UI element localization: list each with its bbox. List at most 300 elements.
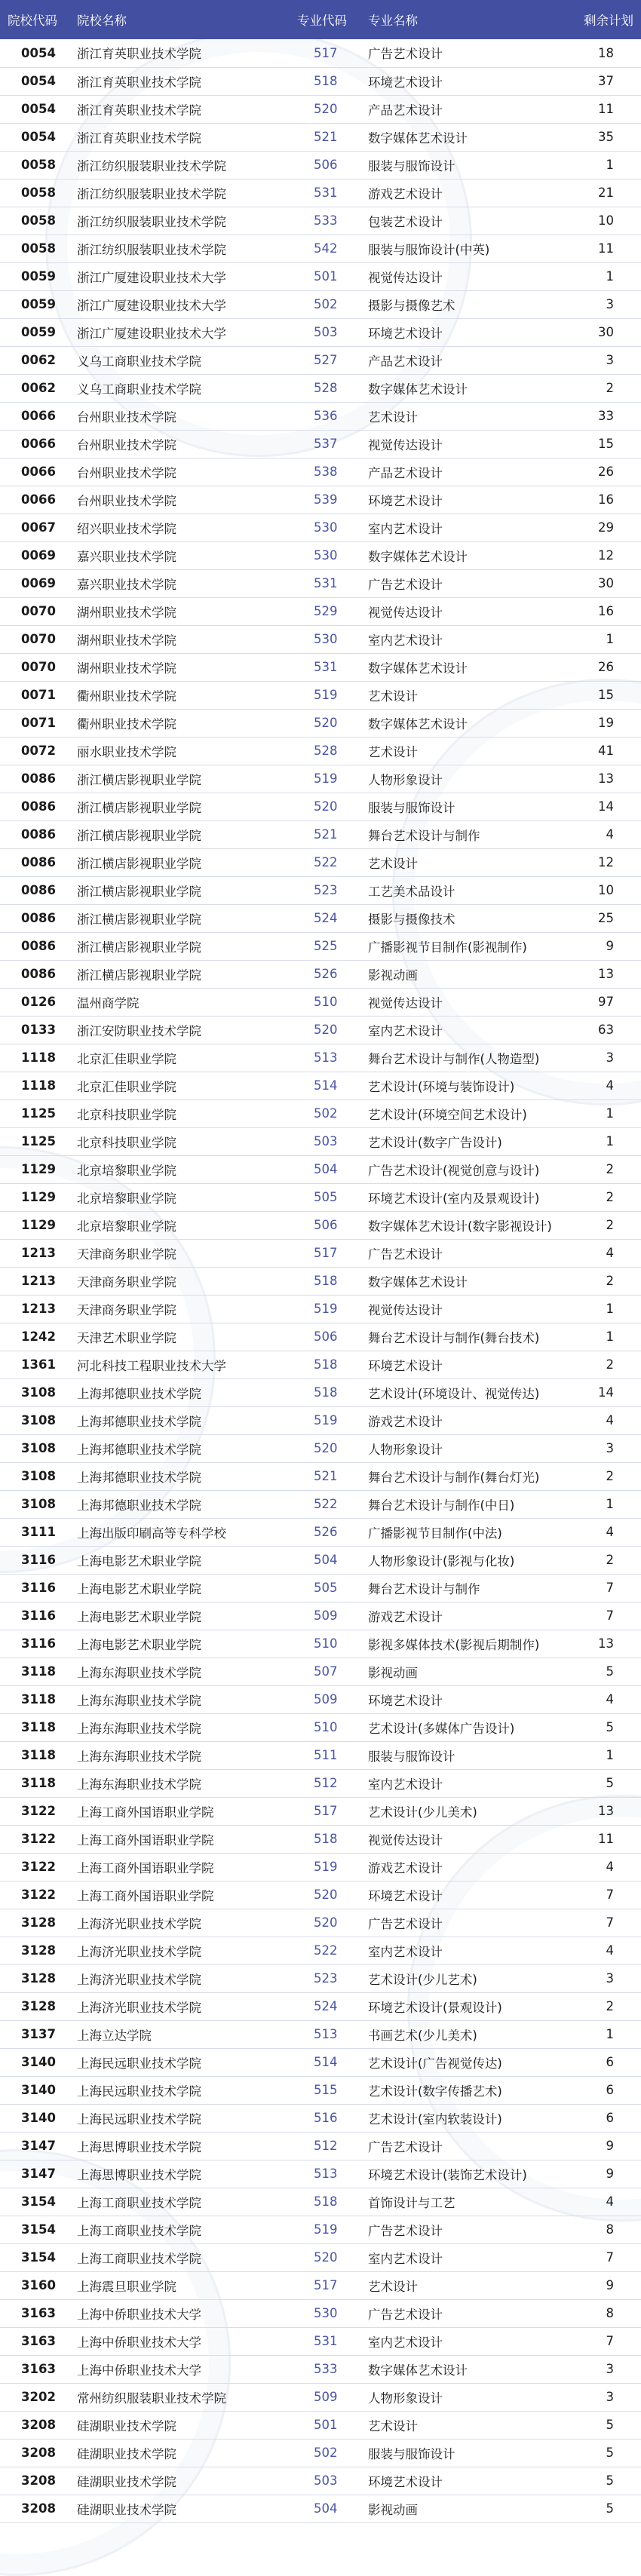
remaining-plan-cell: 4 (572, 1518, 641, 1546)
major-code-cell: 526 (287, 960, 360, 988)
table-row (0, 2439, 641, 2467)
remaining-plan-cell: 11 (572, 235, 641, 262)
school-code-cell: 0071 (0, 681, 69, 709)
table-row (0, 597, 641, 625)
table-row (0, 625, 641, 653)
table-header (0, 0, 641, 39)
major-code-cell: 510 (287, 1713, 360, 1741)
table-row (0, 1211, 641, 1239)
major-code-cell: 530 (287, 625, 360, 653)
school-code-cell: 3118 (0, 1769, 69, 1797)
remaining-plan-cell: 1 (572, 1323, 641, 1351)
major-code-cell: 519 (287, 765, 360, 793)
remaining-plan-cell: 3 (572, 290, 641, 318)
remaining-plan-cell: 11 (572, 95, 641, 123)
school-name-cell: 天津商务职业学院 (69, 1267, 287, 1295)
remaining-plan-cell: 2 (572, 1211, 641, 1239)
major-code-cell: 512 (287, 2132, 360, 2160)
school-code-cell: 1125 (0, 1099, 69, 1127)
school-code-cell: 0058 (0, 179, 69, 207)
school-name-cell: 上海中侨职业技术大学 (69, 2327, 287, 2355)
major-name-cell: 环境艺术设计(室内及景观设计) (360, 1183, 572, 1211)
school-code-cell: 3118 (0, 1741, 69, 1769)
table-row (0, 1602, 641, 1630)
remaining-plan-cell: 15 (572, 681, 641, 709)
major-code-cell: 529 (287, 597, 360, 625)
school-name-cell: 温州商学院 (69, 988, 287, 1016)
remaining-plan-cell: 7 (572, 2243, 641, 2271)
remaining-plan-cell: 10 (572, 876, 641, 904)
school-name-cell: 浙江安防职业技术学院 (69, 1016, 287, 1044)
table-row (0, 1630, 641, 1658)
major-code-cell: 530 (287, 514, 360, 541)
major-code-cell: 513 (287, 2160, 360, 2188)
major-name-cell: 艺术设计 (360, 681, 572, 709)
school-name-cell: 北京汇佳职业学院 (69, 1072, 287, 1099)
school-code-cell: 1242 (0, 1323, 69, 1351)
major-code-cell: 506 (287, 1323, 360, 1351)
school-name-cell: 浙江育英职业技术学院 (69, 67, 287, 95)
remaining-plan-cell: 37 (572, 67, 641, 95)
remaining-plan-cell: 5 (572, 1769, 641, 1797)
remaining-plan-cell: 9 (572, 932, 641, 960)
school-name-cell: 浙江纺织服装职业技术学院 (69, 207, 287, 235)
school-name-cell: 北京汇佳职业学院 (69, 1044, 287, 1072)
school-code-cell: 1118 (0, 1072, 69, 1099)
major-code-cell: 504 (287, 1155, 360, 1183)
header-major-code: 专业代码 (297, 14, 347, 28)
school-code-cell: 0069 (0, 541, 69, 569)
major-name-cell: 室内艺术设计 (360, 1016, 572, 1044)
major-code-cell: 502 (287, 290, 360, 318)
remaining-plan-cell: 2 (572, 1546, 641, 1574)
major-code-cell: 537 (287, 430, 360, 458)
major-code-cell: 542 (287, 235, 360, 262)
major-name-cell: 舞台艺术设计与制作(人物造型) (360, 1044, 572, 1072)
remaining-plan-cell: 15 (572, 430, 641, 458)
school-code-cell: 0071 (0, 709, 69, 737)
major-name-cell: 服装与服饰设计 (360, 2439, 572, 2467)
school-code-cell: 3140 (0, 2048, 69, 2076)
table-row (0, 2355, 641, 2383)
major-code-cell: 524 (287, 904, 360, 932)
school-code-cell: 0126 (0, 988, 69, 1016)
table-row (0, 2411, 641, 2439)
table-row (0, 1546, 641, 1574)
table-row (0, 151, 641, 179)
table-row (0, 1741, 641, 1769)
school-code-cell: 3108 (0, 1406, 69, 1434)
remaining-plan-cell: 6 (572, 2048, 641, 2076)
major-code-cell: 519 (287, 1853, 360, 1881)
school-code-cell: 3116 (0, 1630, 69, 1658)
table-row (0, 318, 641, 346)
school-name-cell: 浙江横店影视职业学院 (69, 876, 287, 904)
school-name-cell: 上海东海职业技术学院 (69, 1713, 287, 1741)
school-code-cell: 0054 (0, 67, 69, 95)
school-code-cell: 0070 (0, 625, 69, 653)
major-name-cell: 人物形象设计 (360, 765, 572, 793)
school-name-cell: 绍兴职业技术学院 (69, 514, 287, 541)
school-name-cell: 上海民远职业技术学院 (69, 2076, 287, 2104)
school-code-cell: 3116 (0, 1602, 69, 1630)
table-row (0, 39, 641, 67)
remaining-plan-cell: 1 (572, 1490, 641, 1518)
major-name-cell: 数字媒体艺术设计 (360, 653, 572, 681)
major-name-cell: 室内艺术设计 (360, 1937, 572, 1964)
major-name-cell: 服装与服饰设计(中英) (360, 235, 572, 262)
school-name-cell: 浙江纺织服装职业技术学院 (69, 151, 287, 179)
major-name-cell: 广告艺术设计 (360, 39, 572, 67)
major-name-cell: 室内艺术设计 (360, 1769, 572, 1797)
school-name-cell: 上海工商外国语职业学院 (69, 1825, 287, 1853)
school-code-cell: 1213 (0, 1267, 69, 1295)
remaining-plan-cell: 25 (572, 904, 641, 932)
school-code-cell: 0059 (0, 318, 69, 346)
remaining-plan-cell: 14 (572, 793, 641, 820)
major-code-cell: 539 (287, 486, 360, 514)
school-name-cell: 上海邦德职业技术学院 (69, 1434, 287, 1462)
school-code-cell: 3111 (0, 1518, 69, 1546)
major-name-cell: 艺术设计 (360, 737, 572, 765)
major-name-cell: 视觉传达设计 (360, 1295, 572, 1323)
remaining-plan-cell: 4 (572, 1937, 641, 1964)
table-row (0, 1295, 641, 1323)
school-name-cell: 硅湖职业技术学院 (69, 2439, 287, 2467)
school-name-cell: 上海邦德职业技术学院 (69, 1406, 287, 1434)
school-code-cell: 3137 (0, 2020, 69, 2048)
major-code-cell: 507 (287, 1658, 360, 1685)
major-code-cell: 518 (287, 1825, 360, 1853)
remaining-plan-cell: 4 (572, 1406, 641, 1434)
major-name-cell: 数字媒体艺术设计(数字影视设计) (360, 1211, 572, 1239)
table-row (0, 235, 641, 262)
table-row (0, 458, 641, 486)
table-row (0, 2104, 641, 2132)
school-name-cell: 上海济光职业技术学院 (69, 1937, 287, 1964)
remaining-plan-cell: 7 (572, 1602, 641, 1630)
table-row (0, 486, 641, 514)
major-code-cell: 531 (287, 569, 360, 597)
school-code-cell: 1213 (0, 1239, 69, 1267)
table-row (0, 1239, 641, 1267)
school-name-cell: 硅湖职业技术学院 (69, 2411, 287, 2439)
header-school-name: 院校名称 (77, 14, 127, 28)
remaining-plan-cell: 6 (572, 2104, 641, 2132)
major-name-cell: 广告艺术设计 (360, 569, 572, 597)
table-row (0, 290, 641, 318)
school-name-cell: 上海电影艺术职业学院 (69, 1602, 287, 1630)
remaining-plan-cell: 7 (572, 1574, 641, 1602)
major-code-cell: 522 (287, 848, 360, 876)
table-row (0, 1099, 641, 1127)
major-code-cell: 520 (287, 2243, 360, 2271)
school-code-cell: 0058 (0, 207, 69, 235)
school-code-cell: 0062 (0, 374, 69, 402)
school-code-cell: 3116 (0, 1546, 69, 1574)
school-name-cell: 上海工商职业技术学院 (69, 2216, 287, 2243)
school-code-cell: 3208 (0, 2439, 69, 2467)
table-row (0, 765, 641, 793)
major-name-cell: 产品艺术设计 (360, 95, 572, 123)
school-name-cell: 北京科技职业学院 (69, 1127, 287, 1155)
remaining-plan-cell: 13 (572, 1797, 641, 1825)
major-code-cell: 523 (287, 1964, 360, 1992)
school-code-cell: 3122 (0, 1881, 69, 1909)
table-row (0, 2467, 641, 2495)
major-code-cell: 526 (287, 1518, 360, 1546)
school-name-cell: 嘉兴职业技术学院 (69, 569, 287, 597)
school-name-cell: 衢州职业技术学院 (69, 709, 287, 737)
table-row (0, 2327, 641, 2355)
remaining-plan-cell: 10 (572, 207, 641, 235)
major-name-cell: 广播影视节目制作(影视制作) (360, 932, 572, 960)
school-code-cell: 3108 (0, 1434, 69, 1462)
major-code-cell: 501 (287, 262, 360, 290)
school-name-cell: 上海震旦职业学院 (69, 2271, 287, 2299)
major-code-cell: 506 (287, 151, 360, 179)
school-code-cell: 3122 (0, 1853, 69, 1881)
major-name-cell: 艺术设计(少儿艺术) (360, 1964, 572, 1992)
major-name-cell: 舞台艺术设计与制作(中日) (360, 1490, 572, 1518)
table-row (0, 541, 641, 569)
school-name-cell: 浙江育英职业技术学院 (69, 95, 287, 123)
major-code-cell: 505 (287, 1183, 360, 1211)
header-major-name: 专业名称 (368, 14, 418, 28)
major-name-cell: 数字媒体艺术设计 (360, 374, 572, 402)
major-code-cell: 517 (287, 1797, 360, 1825)
school-code-cell: 0067 (0, 514, 69, 541)
major-name-cell: 环境艺术设计 (360, 1351, 572, 1378)
remaining-plan-cell: 29 (572, 514, 641, 541)
school-code-cell: 3154 (0, 2216, 69, 2243)
major-name-cell: 艺术设计(室内软装设计) (360, 2104, 572, 2132)
major-name-cell: 包装艺术设计 (360, 207, 572, 235)
table-row (0, 653, 641, 681)
major-name-cell: 视觉传达设计 (360, 597, 572, 625)
major-code-cell: 503 (287, 318, 360, 346)
school-code-cell: 3147 (0, 2160, 69, 2188)
school-name-cell: 台州职业技术学院 (69, 430, 287, 458)
remaining-plan-cell: 7 (572, 1909, 641, 1937)
school-code-cell: 0054 (0, 95, 69, 123)
remaining-plan-cell: 1 (572, 151, 641, 179)
major-name-cell: 舞台艺术设计与制作 (360, 820, 572, 848)
table-row (0, 709, 641, 737)
remaining-plan-cell: 1 (572, 2020, 641, 2048)
major-name-cell: 艺术设计(环境空间艺术设计) (360, 1099, 572, 1127)
major-code-cell: 515 (287, 2076, 360, 2104)
school-code-cell: 3154 (0, 2243, 69, 2271)
major-code-cell: 513 (287, 2020, 360, 2048)
table-row (0, 1490, 641, 1518)
major-code-cell: 502 (287, 2439, 360, 2467)
school-code-cell: 0066 (0, 402, 69, 430)
major-name-cell: 舞台艺术设计与制作(舞台技术) (360, 1323, 572, 1351)
school-code-cell: 3154 (0, 2188, 69, 2216)
school-name-cell: 上海工商职业技术学院 (69, 2188, 287, 2216)
major-name-cell: 广告艺术设计 (360, 1909, 572, 1937)
table-row (0, 569, 641, 597)
major-code-cell: 527 (287, 346, 360, 374)
table-row (0, 402, 641, 430)
school-code-cell: 3116 (0, 1574, 69, 1602)
school-code-cell: 3128 (0, 1964, 69, 1992)
major-code-cell: 502 (287, 1099, 360, 1127)
school-name-cell: 北京培黎职业学院 (69, 1211, 287, 1239)
school-code-cell: 1118 (0, 1044, 69, 1072)
remaining-plan-cell: 2 (572, 1155, 641, 1183)
table-row (0, 1127, 641, 1155)
table-row (0, 1378, 641, 1406)
school-code-cell: 0054 (0, 39, 69, 67)
remaining-plan-cell: 30 (572, 569, 641, 597)
remaining-plan-cell: 21 (572, 179, 641, 207)
school-code-cell: 0070 (0, 597, 69, 625)
school-code-cell: 0086 (0, 765, 69, 793)
major-code-cell: 520 (287, 1016, 360, 1044)
school-name-cell: 衢州职业技术学院 (69, 681, 287, 709)
school-code-cell: 0133 (0, 1016, 69, 1044)
table-body (0, 39, 641, 2522)
remaining-plan-cell: 30 (572, 318, 641, 346)
remaining-plan-cell: 16 (572, 486, 641, 514)
major-code-cell: 505 (287, 1574, 360, 1602)
table-row (0, 2076, 641, 2104)
remaining-plan-cell: 5 (572, 2467, 641, 2495)
school-name-cell: 嘉兴职业技术学院 (69, 541, 287, 569)
major-code-cell: 530 (287, 541, 360, 569)
table-row (0, 737, 641, 765)
school-code-cell: 0086 (0, 904, 69, 932)
major-code-cell: 520 (287, 1434, 360, 1462)
major-name-cell: 艺术设计(多媒体广告设计) (360, 1713, 572, 1741)
school-code-cell: 3202 (0, 2383, 69, 2411)
school-code-cell: 3160 (0, 2271, 69, 2299)
major-name-cell: 广告艺术设计 (360, 2299, 572, 2327)
remaining-plan-cell: 13 (572, 1630, 641, 1658)
table-row (0, 2020, 641, 2048)
school-code-cell: 0059 (0, 290, 69, 318)
table-row (0, 374, 641, 402)
table-row (0, 1992, 641, 2020)
major-name-cell: 人物形象设计(影视与化妆) (360, 1546, 572, 1574)
school-code-cell: 1129 (0, 1211, 69, 1239)
table-row (0, 2495, 641, 2522)
major-name-cell: 游戏艺术设计 (360, 179, 572, 207)
school-name-cell: 义乌工商职业技术学院 (69, 374, 287, 402)
school-name-cell: 上海思博职业技术学院 (69, 2132, 287, 2160)
table-row (0, 681, 641, 709)
table-row (0, 2160, 641, 2188)
school-name-cell: 上海工商外国语职业学院 (69, 1853, 287, 1881)
table-row (0, 1434, 641, 1462)
remaining-plan-cell: 9 (572, 2160, 641, 2188)
table-row (0, 179, 641, 207)
remaining-plan-cell: 12 (572, 848, 641, 876)
school-name-cell: 浙江广厦建设职业技术大学 (69, 290, 287, 318)
school-code-cell: 3122 (0, 1825, 69, 1853)
major-name-cell: 数字媒体艺术设计 (360, 2355, 572, 2383)
remaining-plan-cell: 13 (572, 960, 641, 988)
remaining-plan-cell: 4 (572, 1853, 641, 1881)
remaining-plan-cell: 8 (572, 2299, 641, 2327)
remaining-plan-cell: 1 (572, 1127, 641, 1155)
table-row (0, 1713, 641, 1741)
table-row (0, 262, 641, 290)
school-name-cell: 硅湖职业技术学院 (69, 2467, 287, 2495)
major-name-cell: 舞台艺术设计与制作 (360, 1574, 572, 1602)
remaining-plan-cell: 2 (572, 1992, 641, 2020)
school-name-cell: 天津艺术职业学院 (69, 1323, 287, 1351)
school-code-cell: 0086 (0, 848, 69, 876)
remaining-plan-cell: 4 (572, 2188, 641, 2216)
major-name-cell: 影视动画 (360, 2495, 572, 2522)
major-code-cell: 528 (287, 737, 360, 765)
school-name-cell: 上海济光职业技术学院 (69, 1992, 287, 2020)
major-code-cell: 506 (287, 1211, 360, 1239)
major-code-cell: 517 (287, 2271, 360, 2299)
table-row (0, 1183, 641, 1211)
school-name-cell: 上海东海职业技术学院 (69, 1685, 287, 1713)
major-code-cell: 519 (287, 1406, 360, 1434)
school-name-cell: 上海中侨职业技术大学 (69, 2299, 287, 2327)
major-name-cell: 环境艺术设计(装饰艺术设计) (360, 2160, 572, 2188)
major-name-cell: 艺术设计 (360, 2411, 572, 2439)
school-name-cell: 上海工商外国语职业学院 (69, 1881, 287, 1909)
major-name-cell: 环境艺术设计 (360, 486, 572, 514)
school-name-cell: 浙江横店影视职业学院 (69, 765, 287, 793)
major-name-cell: 室内艺术设计 (360, 2327, 572, 2355)
major-name-cell: 数字媒体艺术设计 (360, 1267, 572, 1295)
school-name-cell: 天津商务职业学院 (69, 1239, 287, 1267)
major-code-cell: 525 (287, 932, 360, 960)
school-name-cell: 台州职业技术学院 (69, 402, 287, 430)
school-code-cell: 3108 (0, 1490, 69, 1518)
major-name-cell: 影视动画 (360, 1658, 572, 1685)
table-row (0, 820, 641, 848)
school-code-cell: 1129 (0, 1183, 69, 1211)
header-school-code: 院校代码 (8, 14, 57, 28)
major-code-cell: 518 (287, 1267, 360, 1295)
major-name-cell: 数字媒体艺术设计 (360, 123, 572, 151)
major-code-cell: 518 (287, 67, 360, 95)
table-row (0, 1462, 641, 1490)
school-name-cell: 义乌工商职业技术学院 (69, 346, 287, 374)
major-name-cell: 书画艺术(少儿美术) (360, 2020, 572, 2048)
school-name-cell: 天津商务职业学院 (69, 1295, 287, 1323)
major-code-cell: 509 (287, 1602, 360, 1630)
remaining-plan-cell: 35 (572, 123, 641, 151)
table-row (0, 95, 641, 123)
school-name-cell: 上海济光职业技术学院 (69, 1909, 287, 1937)
school-code-cell: 0086 (0, 932, 69, 960)
school-name-cell: 浙江育英职业技术学院 (69, 39, 287, 67)
table-row (0, 1658, 641, 1685)
major-code-cell: 510 (287, 1630, 360, 1658)
table-row (0, 1016, 641, 1044)
school-name-cell: 上海东海职业技术学院 (69, 1769, 287, 1797)
remaining-plan-cell: 4 (572, 1685, 641, 1713)
remaining-plan-cell: 41 (572, 737, 641, 765)
school-code-cell: 3108 (0, 1462, 69, 1490)
major-code-cell: 520 (287, 1909, 360, 1937)
school-code-cell: 0058 (0, 235, 69, 262)
major-name-cell: 环境艺术设计 (360, 1881, 572, 1909)
major-code-cell: 536 (287, 402, 360, 430)
table-row (0, 2271, 641, 2299)
school-code-cell: 3140 (0, 2104, 69, 2132)
